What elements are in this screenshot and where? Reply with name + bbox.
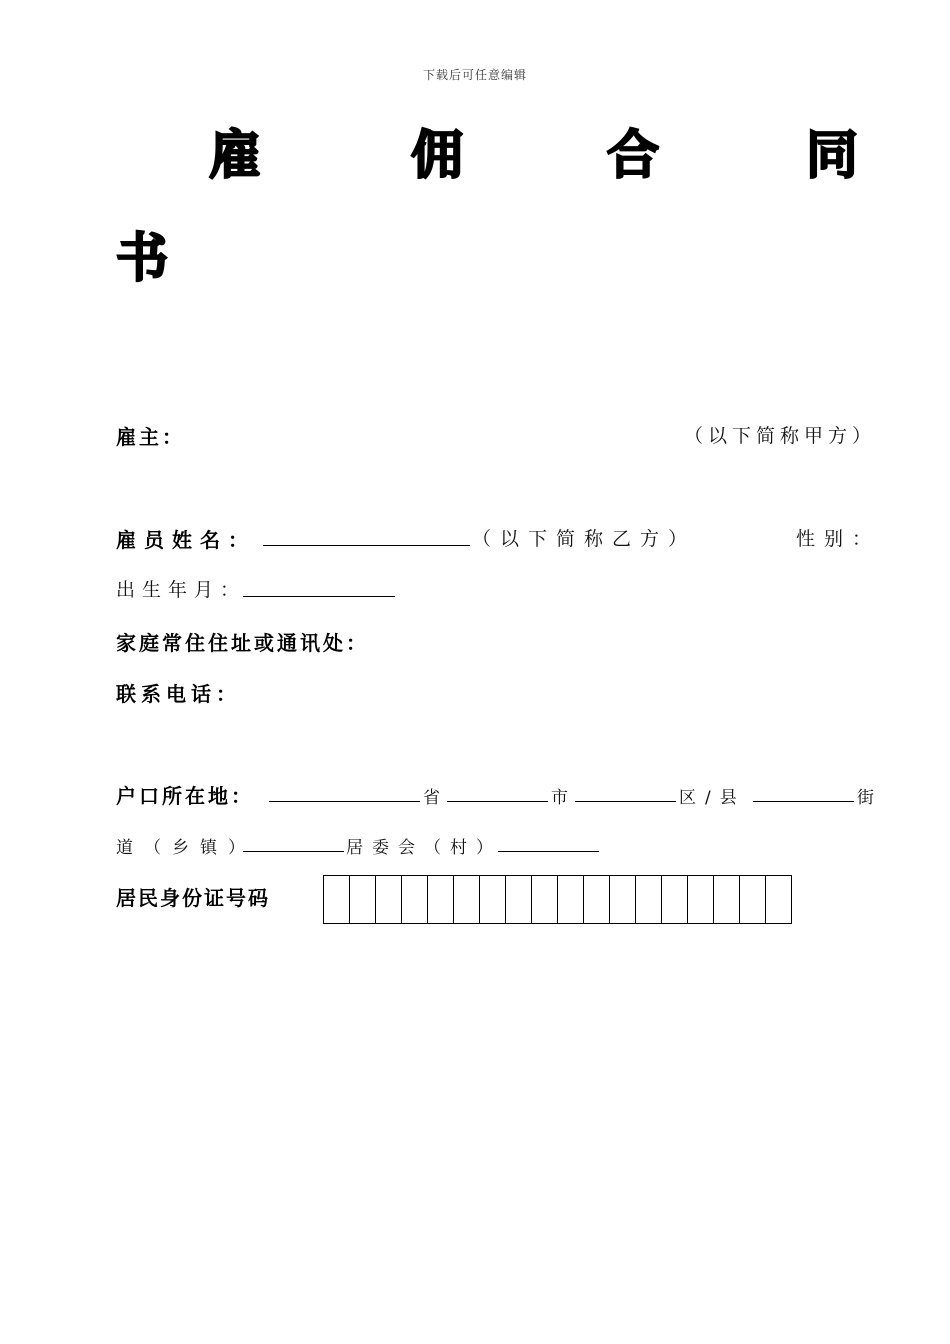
id-card-label: 居民身份证号码: [116, 886, 270, 910]
id-digit-cell[interactable]: [714, 876, 740, 923]
title-char: 合: [607, 125, 660, 186]
id-digit-cell[interactable]: [324, 876, 350, 923]
city-field[interactable]: [447, 801, 548, 802]
street-label: 街: [857, 788, 877, 808]
employee-name-label: 雇员姓名：: [116, 528, 256, 552]
hukou-label: 户口所在地：: [116, 784, 254, 808]
id-digit-cell[interactable]: [350, 876, 376, 923]
title-char: 同: [806, 125, 859, 186]
id-digit-cell[interactable]: [636, 876, 662, 923]
employee-name-field[interactable]: [263, 545, 470, 546]
id-card-number-boxes[interactable]: [323, 875, 792, 924]
province-field[interactable]: [269, 801, 420, 802]
district-field[interactable]: [575, 801, 676, 802]
id-digit-cell[interactable]: [506, 876, 532, 923]
title-char: 佣: [411, 125, 464, 186]
birth-field[interactable]: [243, 596, 395, 597]
birth-label: 出生年月：: [116, 579, 247, 601]
id-digit-cell[interactable]: [376, 876, 402, 923]
id-digit-cell[interactable]: [480, 876, 506, 923]
township-field[interactable]: [243, 851, 344, 852]
city-label: 市: [551, 788, 571, 808]
id-digit-cell[interactable]: [402, 876, 428, 923]
phone-label: 联系电话：: [116, 682, 241, 706]
address-label: 家庭常住住址或通讯处：: [116, 631, 369, 655]
street-field[interactable]: [753, 801, 854, 802]
title-char: 书: [116, 228, 169, 289]
employer-suffix: （以下简称甲方）: [684, 425, 877, 447]
id-digit-cell[interactable]: [454, 876, 480, 923]
id-digit-cell[interactable]: [558, 876, 584, 923]
id-digit-cell[interactable]: [610, 876, 636, 923]
id-digit-cell[interactable]: [740, 876, 766, 923]
committee-label: 居委会（村）: [346, 838, 502, 858]
gender-label: 性别：: [796, 528, 881, 550]
id-digit-cell[interactable]: [428, 876, 454, 923]
id-digit-cell[interactable]: [766, 876, 792, 923]
township-label: 道（乡镇）: [116, 838, 256, 858]
employee-name-suffix: （以下简称乙方）: [472, 528, 697, 550]
committee-field[interactable]: [498, 851, 599, 852]
id-digit-cell[interactable]: [662, 876, 688, 923]
header-note: 下载后可任意编辑: [422, 68, 527, 82]
district-label: 区/县: [679, 788, 746, 808]
id-digit-cell[interactable]: [688, 876, 714, 923]
title-char: 雇: [209, 125, 262, 186]
id-digit-cell[interactable]: [584, 876, 610, 923]
id-digit-cell[interactable]: [532, 876, 558, 923]
province-label: 省: [423, 788, 443, 808]
employer-label: 雇主：: [116, 425, 185, 449]
